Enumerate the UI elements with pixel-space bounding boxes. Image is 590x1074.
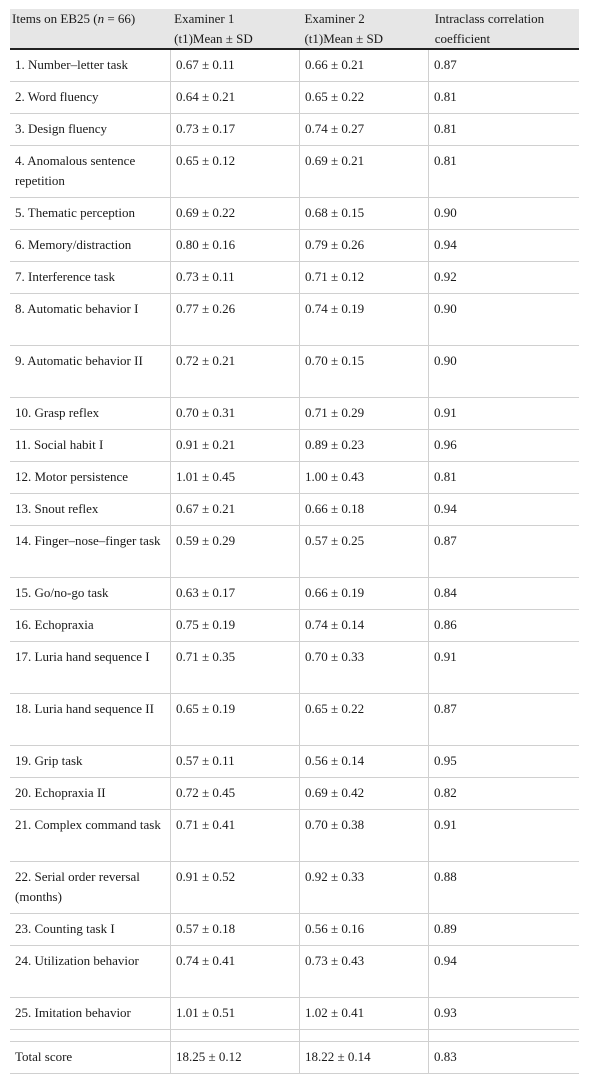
table-row — [10, 294, 579, 346]
icc-cell: 0.90 — [434, 301, 457, 316]
item-cell: 19. Grip task — [10, 746, 171, 777]
item-cell: 22. Serial order reversal (months) — [10, 862, 171, 913]
table-header — [10, 9, 579, 50]
examiner-1-cell: 0.72 ± 0.45 — [171, 778, 300, 809]
item-cell: 12. Motor persistence — [10, 462, 171, 493]
icc-cell: 0.81 — [434, 121, 457, 136]
examiner-1-cell: 0.65 ± 0.19 — [171, 694, 300, 745]
examiner-2-cell: 0.79 ± 0.26 — [300, 230, 429, 261]
examiner-2-cell: 0.74 ± 0.14 — [300, 610, 429, 641]
table-row — [10, 230, 579, 262]
table-row — [10, 998, 579, 1030]
item-cell: 13. Snout reflex — [10, 494, 171, 525]
icc-cell: 0.81 — [434, 89, 457, 104]
item-cell: 15. Go/no-go task — [10, 578, 171, 609]
item-cell: 9. Automatic behavior II — [10, 346, 171, 397]
examiner-1-cell: 0.72 ± 0.21 — [171, 346, 300, 397]
examiner-2-cell: 0.65 ± 0.22 — [300, 694, 429, 745]
icc-cell: 0.95 — [434, 753, 457, 768]
table-row — [10, 746, 579, 778]
examiner-1-cell: 0.65 ± 0.12 — [171, 146, 300, 197]
examiner-2-cell: 0.71 ± 0.12 — [300, 262, 429, 293]
table-row — [10, 262, 579, 294]
table-row — [10, 114, 579, 146]
examiner-1-cell: 0.73 ± 0.17 — [171, 114, 300, 145]
icc-cell: 0.88 — [434, 869, 457, 884]
table-spacer-row — [10, 1030, 579, 1042]
item-cell: 5. Thematic perception — [10, 198, 171, 229]
icc-cell: 0.89 — [434, 921, 457, 936]
total-label: Total score — [10, 1042, 171, 1073]
item-cell: 14. Finger–nose–finger task — [10, 526, 171, 577]
icc-cell: 0.92 — [434, 269, 457, 284]
item-cell: 11. Social habit I — [10, 430, 171, 461]
examiner-2-cell: 0.73 ± 0.43 — [300, 946, 429, 997]
icc-cell: 0.90 — [434, 353, 457, 368]
table-row — [10, 810, 579, 862]
table-row — [10, 526, 579, 578]
examiner-1-cell: 0.74 ± 0.41 — [171, 946, 300, 997]
item-cell: 16. Echopraxia — [10, 610, 171, 641]
examiner-2-cell: 0.89 ± 0.23 — [300, 430, 429, 461]
table-row — [10, 694, 579, 746]
examiner-2-cell: 0.74 ± 0.27 — [300, 114, 429, 145]
examiner-2-cell: 0.57 ± 0.25 — [300, 526, 429, 577]
examiner-1-cell: 0.77 ± 0.26 — [171, 294, 300, 345]
icc-cell: 0.91 — [434, 649, 457, 664]
header-icc-line1: Intraclass correlation — [434, 11, 545, 26]
icc-cell: 0.93 — [434, 1005, 457, 1020]
examiner-2-cell: 0.68 ± 0.15 — [300, 198, 429, 229]
total-icc: 0.83 — [434, 1049, 457, 1064]
examiner-1-cell: 0.80 ± 0.16 — [171, 230, 300, 261]
examiner-1-cell: 0.69 ± 0.22 — [171, 198, 300, 229]
table-row — [10, 946, 579, 998]
item-cell: 3. Design fluency — [10, 114, 171, 145]
total-examiner-2: 18.22 ± 0.14 — [300, 1042, 429, 1073]
examiner-2-cell: 0.56 ± 0.16 — [300, 914, 429, 945]
item-cell: 20. Echopraxia II — [10, 778, 171, 809]
examiner-1-cell: 0.71 ± 0.41 — [171, 810, 300, 861]
header-examiner-1-line2: (t1)Mean ± SD — [174, 31, 253, 46]
data-table — [10, 9, 579, 1074]
table-row — [10, 462, 579, 494]
item-cell: 23. Counting task I — [10, 914, 171, 945]
examiner-2-cell: 0.92 ± 0.33 — [300, 862, 429, 913]
item-cell: 25. Imitation behavior — [10, 998, 171, 1029]
table-row — [10, 346, 579, 398]
icc-cell: 0.94 — [434, 953, 457, 968]
item-cell: 18. Luria hand sequence II — [10, 694, 171, 745]
examiner-2-cell: 0.66 ± 0.21 — [300, 50, 429, 81]
item-cell: 21. Complex command task — [10, 810, 171, 861]
examiner-1-cell: 0.67 ± 0.11 — [171, 50, 300, 81]
examiner-2-cell: 0.69 ± 0.42 — [300, 778, 429, 809]
table-row — [10, 642, 579, 694]
examiner-1-cell: 0.57 ± 0.18 — [171, 914, 300, 945]
header-items — [10, 9, 172, 48]
header-items-suffix: = 66) — [104, 11, 136, 26]
header-items-prefix: Items on EB25 ( — [12, 11, 98, 26]
table-body — [10, 50, 579, 1030]
examiner-1-cell: 0.57 ± 0.11 — [171, 746, 300, 777]
table-row — [10, 862, 579, 914]
table-row — [10, 82, 579, 114]
examiner-2-cell: 0.70 ± 0.15 — [300, 346, 429, 397]
item-cell: 10. Grasp reflex — [10, 398, 171, 429]
header-examiner-2-line1: Examiner 2 — [304, 11, 365, 26]
examiner-1-cell: 1.01 ± 0.51 — [171, 998, 300, 1029]
examiner-2-cell: 1.00 ± 0.43 — [300, 462, 429, 493]
examiner-2-cell: 0.69 ± 0.21 — [300, 146, 429, 197]
total-examiner-1: 18.25 ± 0.12 — [171, 1042, 300, 1073]
examiner-1-cell: 0.59 ± 0.29 — [171, 526, 300, 577]
table-row — [10, 398, 579, 430]
table-row — [10, 494, 579, 526]
examiner-2-cell: 0.70 ± 0.33 — [300, 642, 429, 693]
examiner-1-cell: 0.91 ± 0.21 — [171, 430, 300, 461]
examiner-1-cell: 0.91 ± 0.52 — [171, 862, 300, 913]
examiner-1-cell: 0.67 ± 0.21 — [171, 494, 300, 525]
item-cell: 7. Interference task — [10, 262, 171, 293]
examiner-2-cell: 0.74 ± 0.19 — [300, 294, 429, 345]
table-row — [10, 198, 579, 230]
table-row — [10, 430, 579, 462]
examiner-2-cell: 0.71 ± 0.29 — [300, 398, 429, 429]
item-cell: 2. Word fluency — [10, 82, 171, 113]
examiner-2-cell: 0.65 ± 0.22 — [300, 82, 429, 113]
examiner-2-cell: 0.66 ± 0.19 — [300, 578, 429, 609]
examiner-1-cell: 0.71 ± 0.35 — [171, 642, 300, 693]
item-cell: 24. Utilization behavior — [10, 946, 171, 997]
item-cell: 4. Anomalous sentence repetition — [10, 146, 171, 197]
examiner-1-cell: 0.63 ± 0.17 — [171, 578, 300, 609]
item-cell: 6. Memory/distraction — [10, 230, 171, 261]
table-row — [10, 146, 579, 198]
icc-cell: 0.84 — [434, 585, 457, 600]
examiner-2-cell: 0.66 ± 0.18 — [300, 494, 429, 525]
header-examiner-1 — [172, 9, 302, 48]
icc-cell: 0.87 — [434, 701, 457, 716]
icc-cell: 0.91 — [434, 405, 457, 420]
icc-cell: 0.94 — [434, 237, 457, 252]
examiner-1-cell: 1.01 ± 0.45 — [171, 462, 300, 493]
examiner-1-cell: 0.75 ± 0.19 — [171, 610, 300, 641]
header-examiner-1-line1: Examiner 1 — [174, 11, 235, 26]
examiner-2-cell: 0.56 ± 0.14 — [300, 746, 429, 777]
table-row — [10, 914, 579, 946]
icc-cell: 0.96 — [434, 437, 457, 452]
header-icc-line2: coefficient — [434, 31, 491, 46]
table-row — [10, 778, 579, 810]
examiner-1-cell: 0.73 ± 0.11 — [171, 262, 300, 293]
header-examiner-2 — [302, 9, 432, 48]
table-row — [10, 50, 579, 82]
examiner-1-cell: 0.64 ± 0.21 — [171, 82, 300, 113]
table-row — [10, 610, 579, 642]
icc-cell: 0.81 — [434, 469, 457, 484]
icc-cell: 0.86 — [434, 617, 457, 632]
icc-cell: 0.94 — [434, 501, 457, 516]
examiner-2-cell: 1.02 ± 0.41 — [300, 998, 429, 1029]
icc-cell: 0.87 — [434, 57, 457, 72]
item-cell: 8. Automatic behavior I — [10, 294, 171, 345]
icc-cell: 0.91 — [434, 817, 457, 832]
item-cell: 1. Number–letter task — [10, 50, 171, 81]
icc-cell: 0.82 — [434, 785, 457, 800]
table-row — [10, 578, 579, 610]
icc-cell: 0.81 — [434, 153, 457, 168]
icc-cell: 0.90 — [434, 205, 457, 220]
header-examiner-2-line2: (t1)Mean ± SD — [304, 31, 384, 46]
examiner-1-cell: 0.70 ± 0.31 — [171, 398, 300, 429]
examiner-2-cell: 0.70 ± 0.38 — [300, 810, 429, 861]
header-items-n: n — [97, 11, 105, 26]
header-icc — [433, 9, 579, 48]
item-cell: 17. Luria hand sequence I — [10, 642, 171, 693]
total-row — [10, 1042, 579, 1074]
icc-cell: 0.87 — [434, 533, 457, 548]
